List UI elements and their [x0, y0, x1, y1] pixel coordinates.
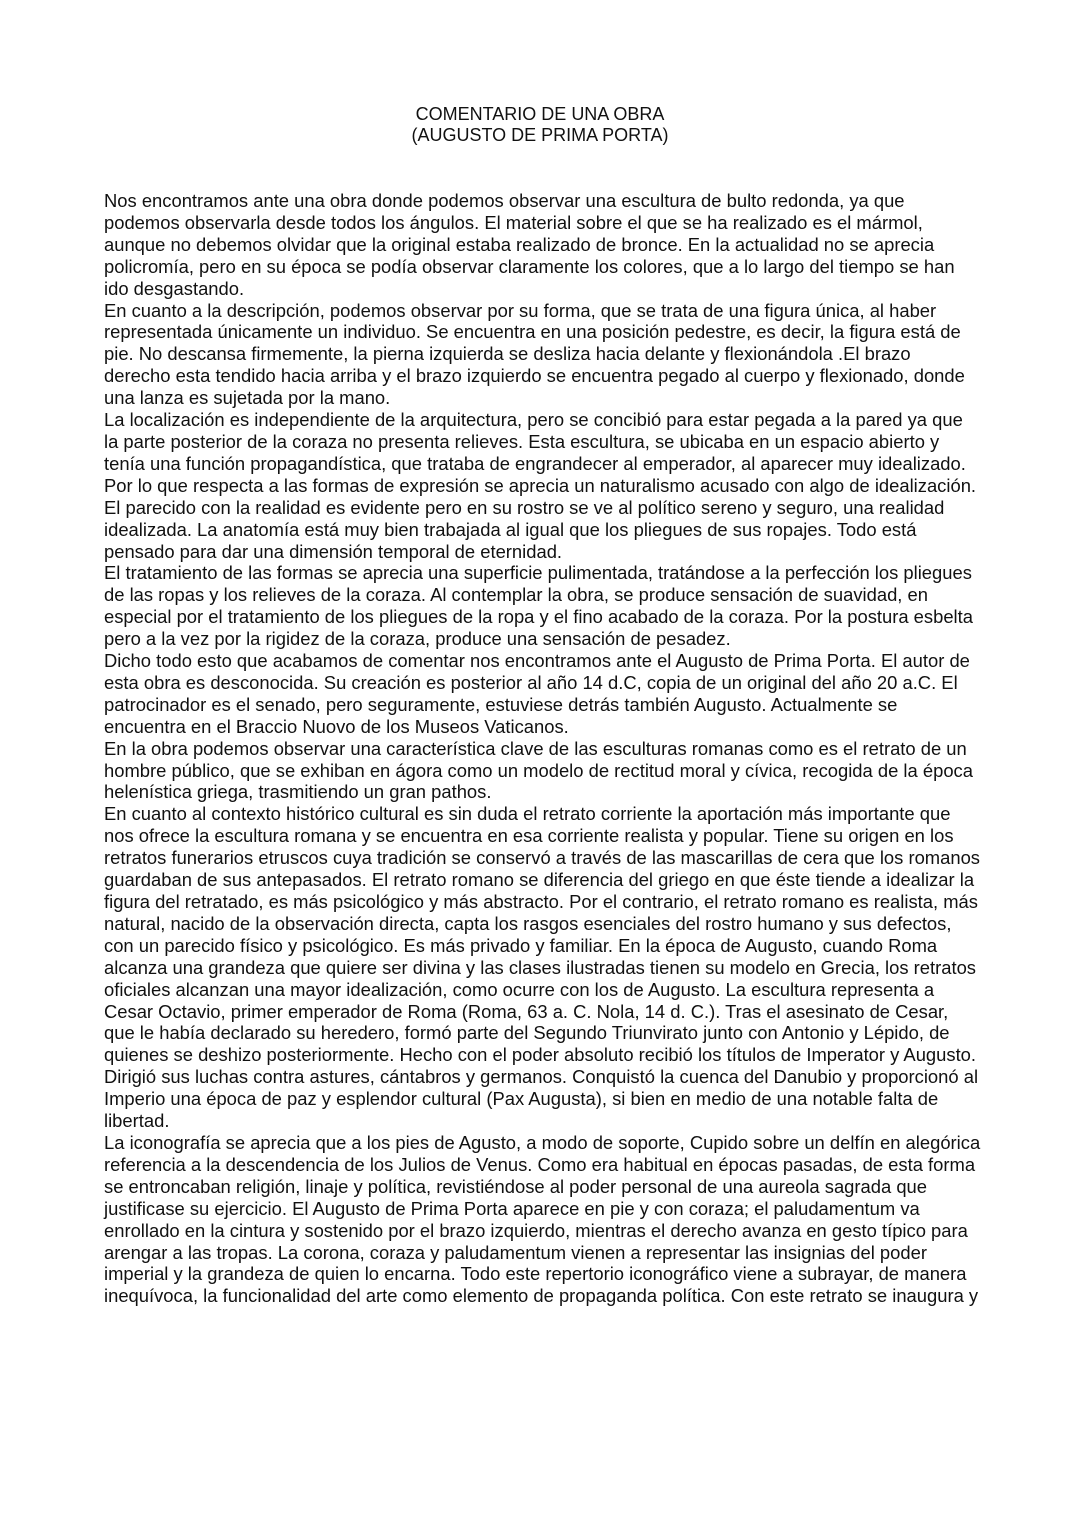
title-line-1: COMENTARIO DE UNA OBRA: [415, 104, 665, 124]
document-title: [0, 104, 1080, 146]
paragraph-materials: Nos encontramos ante una obra donde podemos observar una escultura de bulto redonda, ya que podemos observarla desde todos los ángulos. El material sobre el que se ha realizado es el mármol, aunque no debemos olvidar que la original estaba realizado de bronce. En la actualidad no se aprecia policromía, pero en su época se podía observar claramente los colores, que a lo largo del tiempo se han ido desgastando.: [104, 190, 955, 299]
paragraph-treatment: El tratamiento de las formas se aprecia una superficie pulimentada, tratándose a la perfección los pliegues de las ropas y los relieves de la coraza. Al contemplar la obra, se produce sensación de suavidad, en especial por el tratamiento de los pliegues de la ropa y el fino acabado de la coraza. Por la postura esbelta pero a la vez por la rigidez de la coraza, produce una sensación de pesadez.: [104, 562, 973, 650]
paragraph-iconography: La iconografía se aprecia que a los pies de Agusto, a modo de soporte, Cupido sobre un delfín en alegórica referencia a la descendencia de los Julios de Venus. Como era habitual en épocas pasadas, de esta forma se entroncaban religión, linaje y política, revistiéndose al poder personal de una aureola sagrada que justificase su ejercicio. El Augusto de Prima Porta aparece en pie y con coraza; el paludamentum va enrollado en la cintura y sostenido por el brazo izquierdo, mientras el derecho avanza en gesto típico para arengar a las tropas. La corona, coraza y paludamentum vienen a representar las insignias del poder imperial y la grandeza de quien lo encarna. Todo este repertorio iconográfico viene a subrayar, de manera inequívoca, la funcionalidad del arte como elemento de propaganda política. Con este retrato se inaugura y: [104, 1131, 981, 1307]
paragraph-characteristics: En la obra podemos observar una característica clave de las esculturas romanas como es el retrato de un hombre público, que se exhiban en ágora como un modelo de rectitud moral y cívica, recogida de la época helenística griega, trasmitiendo un gran pathos.: [104, 737, 973, 803]
paragraph-identification: Dicho todo esto que acabamos de comentar nos encontramos ante el Augusto de Prima Porta. El autor de esta obra es desconocida. Su creación es posterior al año 14 d.C, copia de un original del año 20 a.C. El patrocinador es el senado, pero seguramente, estuviese detrás también Augusto. Actualmente se encuentra en el Braccio Nuovo de los Museos Vaticanos.: [104, 650, 970, 737]
paragraph-historical-context: En cuanto al contexto histórico cultural es sin duda el retrato corriente la aportación más importante que nos ofrece la escultura romana y se encuentra en esa corriente realista y popular. Tiene su origen en los retratos funerarios etruscos cuya tradición se conservó a través de las mascarillas de cera que los romanos guardaban de sus antepasados. El retrato romano se diferencia del griego en que éste tiende a idealizar la figura del retratado, es más psicológico y más abstracto. Por el contrario, el retrato romano es realista, más natural, nacido de la observación directa, capta los rasgos esenciales del rostro humano y sus defectos, con un parecido físico y psicológico. Es más privado y familiar. En la época de Augusto, cuando Roma alcanza una grandeza que quiere ser divina y las clases ilustradas tienen su modelo en Grecia, los retratos oficiales alcanzan una mayor idealización, como ocurre con los de Augusto. La escultura representa a Cesar Octavio, primer emperador de Roma (Roma, 63 a. C. Nola, 14 d. C.). Tras el asesinato de Cesar, que le había declarado su heredero, formó parte del Segundo Triunvirato junto con Antonio y Lépido, de quienes se deshizo posteriormente. Hecho con el poder absoluto recibió los títulos de Imperator y Augusto. Dirigió sus luchas contra astures, cántabros y germanos. Conquistó la cuenca del Danubio y proporcionó al Imperio una época de paz y esplendor cultural (Pax Augusta), si bien en medio de una notable falta de libertad.: [104, 803, 981, 1132]
title-line-2: (AUGUSTO DE PRIMA PORTA): [411, 125, 669, 145]
paragraph-expression: Por lo que respecta a las formas de expresión se aprecia un naturalismo acusado con algo de idealización. El parecido con la realidad es evidente pero en su rostro se ve al político sereno y seguro, una realidad idealizada. La anatomía está muy bien trabajada al igual que los pliegues de sus ropajes. Todo está pensado para dar una dimensión temporal de eternidad.: [104, 474, 977, 562]
paragraph-description: En cuanto a la descripción, podemos observar por su forma, que se trata de una figura única, al haber representada únicamente un individuo. Se encuentra en una posición pedestre, es decir, la figura está de pie. No descansa firmemente, la pierna izquierda se desliza hacia delante y flexionándola .El brazo derecho esta tendido hacia arriba y el brazo izquierdo se encuentra pegado al cuerpo y flexionado, donde una lanza es sujetada por la mano.: [104, 299, 965, 409]
paragraph-location: La localización es independiente de la arquitectura, pero se concibió para estar pegada a la pared ya que la parte posterior de la coraza no presenta relieves. Esta escultura, se ubicaba en un espacio abierto y tenía una función propagandística, que trataba de engrandecer al emperador, al aparecer muy idealizado.: [104, 409, 966, 474]
document-body: [104, 190, 982, 1307]
